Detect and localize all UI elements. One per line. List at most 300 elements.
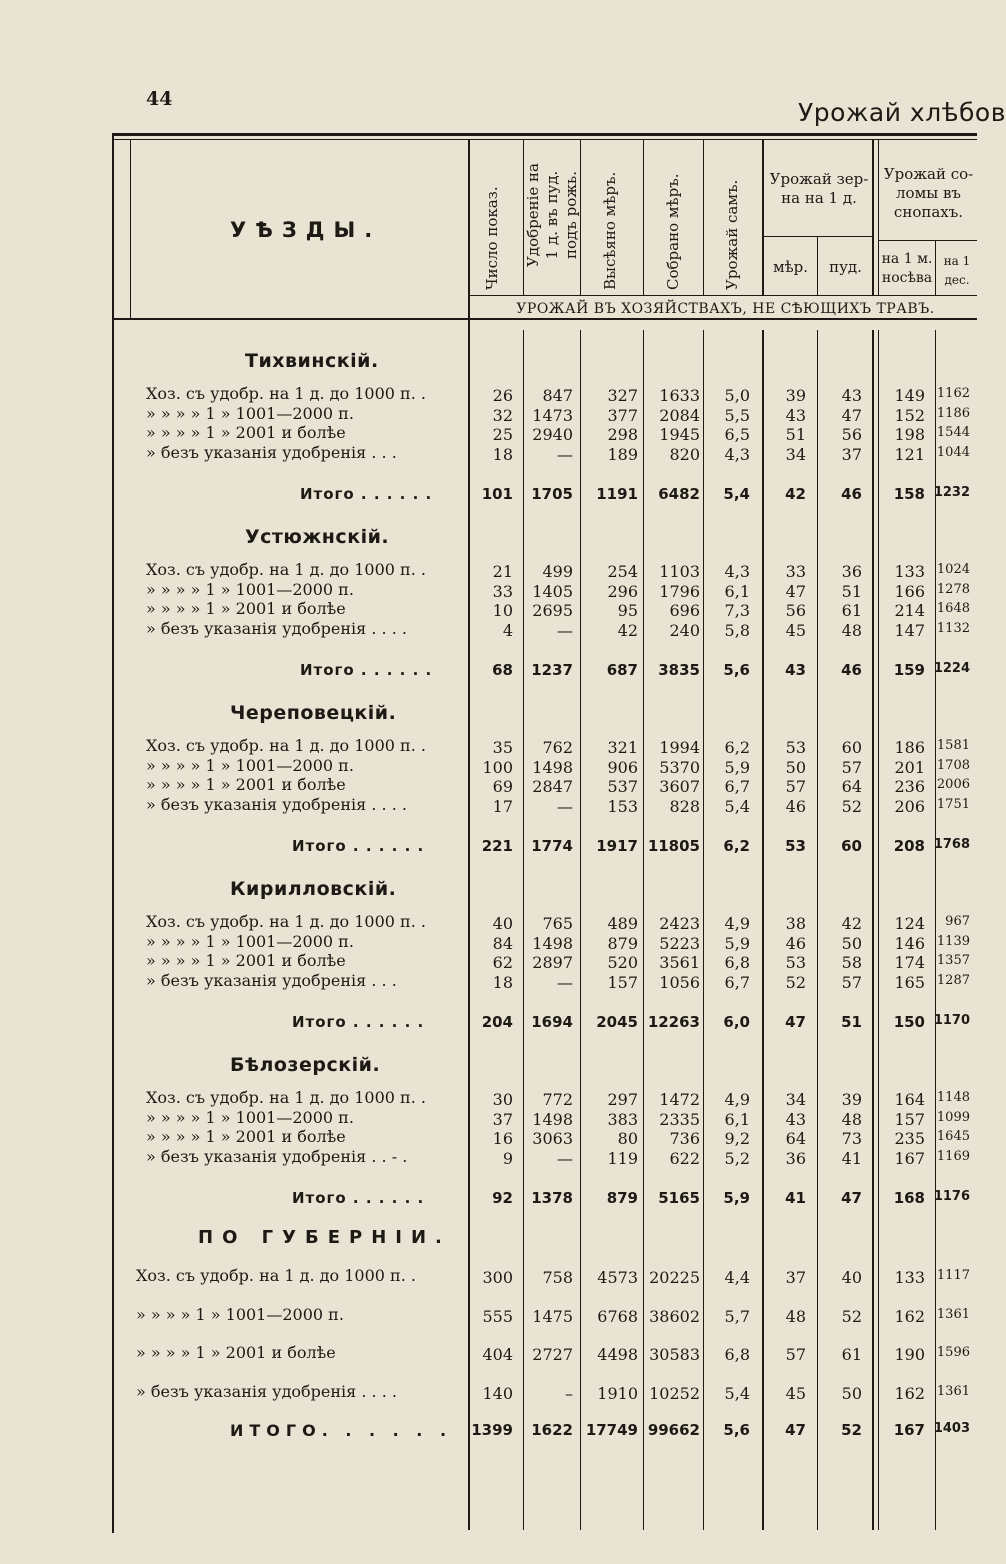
data-row-cell: 47 (841, 405, 862, 425)
total-row-cell: 47 (841, 1189, 862, 1207)
total-row-cell: 879 (606, 1189, 638, 1207)
data-row-cell: 18 (492, 972, 513, 992)
data-row-cell: 50 (785, 757, 806, 777)
row-label: » безъ указанія удобренія . . - . (146, 1146, 408, 1166)
data-row-cell: 377 (607, 405, 638, 425)
total-row-cell: 43 (785, 661, 806, 679)
data-row-cell: 37 (492, 1109, 513, 1129)
guberniya-row-cell: 404 (482, 1345, 513, 1364)
data-row-cell: 62 (492, 953, 513, 972)
data-row-cell: 43 (841, 386, 862, 405)
guberniya-row-cell: 162 (894, 1307, 925, 1326)
data-row-cell: 2897 (532, 953, 573, 972)
guberniya-total-row-cell: 167 (893, 1421, 925, 1439)
data-row-cell: 57 (785, 777, 806, 796)
total-row-cell: 6,0 (723, 1013, 750, 1031)
guberniya-row-cell: 758 (542, 1268, 573, 1287)
page-number: 44 (146, 88, 173, 110)
uezdy-header: УѢЗДЫ. (230, 218, 382, 242)
subheader-rule (468, 295, 977, 296)
data-row-cell: 4,9 (724, 1090, 750, 1109)
data-row-cell: 622 (669, 1148, 700, 1168)
col-header-count: Число показ. (483, 186, 501, 290)
straw-b-header: на 1 дес. (943, 254, 971, 287)
data-row-cell: 5,0 (724, 386, 750, 405)
data-row-cell: 157 (894, 1109, 925, 1129)
col-header-fertilizer: Удобреніе на 1 д. въ пуд. подъ рожь. (524, 163, 580, 267)
data-row-cell: 38 (785, 914, 806, 933)
data-row-cell: 5,9 (724, 933, 750, 953)
data-row-cell: 69 (492, 777, 513, 796)
data-row-cell: 34 (785, 1090, 806, 1109)
data-row-cell: 61 (841, 601, 862, 620)
data-row-cell: 6,1 (724, 581, 750, 601)
data-row-cell: 201 (894, 757, 925, 777)
total-row-cell: 1768 (933, 837, 970, 852)
row-label: » » » » 1 » 2001 и болѣе (146, 775, 346, 794)
data-row-cell: 1994 (659, 738, 700, 757)
data-row-cell: 95 (617, 601, 638, 620)
data-row-cell: 9 (502, 1148, 513, 1168)
data-row-cell: 39 (841, 1090, 862, 1109)
total-row-cell: 1705 (531, 485, 573, 503)
data-row-cell: 64 (785, 1129, 806, 1148)
guberniya-total-row-cell: 17749 (585, 1421, 638, 1439)
total-row-cell: 1232 (933, 485, 970, 500)
row-label: Хоз. съ удобр. на 1 д. до 1000 п. . (146, 1088, 426, 1107)
data-row-cell: 2423 (659, 914, 700, 933)
total-row-cell: 6,2 (723, 837, 750, 855)
data-row-cell: 254 (607, 562, 638, 581)
guberniya-row-cell: 38602 (649, 1307, 700, 1326)
data-row-cell: 1357 (936, 953, 970, 968)
row-label: » » » » 1 » 2001 и болѣе (146, 423, 346, 442)
running-head: Урожай хлѣбов (798, 98, 1006, 127)
data-row-cell: 879 (607, 933, 638, 953)
data-row-cell: 51 (841, 581, 862, 601)
total-row-cell: 150 (893, 1013, 925, 1031)
data-row-cell: 41 (841, 1148, 862, 1168)
data-row-cell: 1169 (936, 1148, 970, 1164)
total-row-cell: 60 (841, 837, 862, 855)
guberniya-row-cell: 2727 (532, 1345, 573, 1364)
data-row-cell: 16 (492, 1129, 513, 1148)
data-row-cell: 847 (542, 386, 573, 405)
data-row-cell: 53 (785, 738, 806, 757)
col-rule (935, 240, 936, 295)
guberniya-row-cell: 1361 (936, 1307, 970, 1322)
data-row-cell: 37 (841, 444, 862, 464)
total-row-cell: 101 (481, 485, 513, 503)
data-row-cell: 1024 (936, 562, 970, 577)
row-label: Хоз. съ удобр. на 1 д. до 1000 п. . (136, 1266, 416, 1285)
straw-subrule (878, 240, 977, 241)
data-row-cell: 17 (492, 796, 513, 816)
data-row-cell: 4,3 (724, 562, 750, 581)
data-row-cell: 5370 (659, 757, 700, 777)
guberniya-row-cell: 190 (894, 1345, 925, 1364)
row-label: » » » » 1 » 2001 и болѣе (146, 951, 346, 970)
row-label: » безъ указанія удобренія . . . (146, 970, 397, 990)
col-header-sown: Высѣяно мѣръ. (601, 171, 619, 290)
data-row-cell: 124 (894, 914, 925, 933)
data-row-cell: 119 (607, 1148, 638, 1168)
row-label: » » » » 1 » 1001—2000 п. (146, 403, 354, 423)
district-name: Тихвинскій. (245, 350, 379, 372)
data-row-cell: 499 (542, 562, 573, 581)
grain-mer-header: мѣр. (772, 258, 809, 276)
data-row-cell: 57 (841, 757, 862, 777)
data-row-cell: 6,7 (724, 777, 750, 796)
total-row-cell: 5,9 (723, 1189, 750, 1207)
row-label: » » » » 1 » 2001 и болѣе (146, 1127, 346, 1146)
data-row-cell: 3607 (659, 777, 700, 796)
total-row-cell: 1694 (531, 1013, 573, 1031)
data-row-cell: 6,7 (724, 972, 750, 992)
total-row-cell: 11805 (647, 837, 700, 855)
total-row-cell: 221 (481, 837, 513, 855)
data-row-cell: — (557, 1148, 573, 1168)
row-label: Хоз. съ удобр. на 1 д. до 1000 п. . (146, 560, 426, 579)
data-row-cell: 297 (607, 1090, 638, 1109)
col-header-collected: Собрано мѣръ. (664, 173, 682, 290)
row-label: » » » » 1 » 1001—2000 п. (136, 1305, 344, 1324)
grain-pud-header: пуд. (829, 258, 862, 276)
data-row-cell: 240 (669, 620, 700, 640)
guberniya-row-cell: 40 (841, 1268, 862, 1287)
data-row-cell: 84 (492, 933, 513, 953)
data-row-cell: 5223 (659, 933, 700, 953)
data-row-cell: 166 (894, 581, 925, 601)
guberniya-total-row-cell: 1399 (471, 1421, 513, 1439)
data-row-cell: 321 (607, 738, 638, 757)
data-row-cell: 167 (894, 1148, 925, 1168)
data-row-cell: 32 (492, 405, 513, 425)
guberniya-row-cell: 61 (841, 1345, 862, 1364)
total-row-cell: 1170 (933, 1013, 970, 1028)
data-row-cell: 26 (492, 386, 513, 405)
data-row-cell: 21 (492, 562, 513, 581)
data-row-cell: 1287 (936, 972, 970, 988)
straw-a-header: на 1 м. носѣва (881, 251, 933, 286)
left-border (112, 133, 114, 1533)
data-row-cell: 46 (785, 796, 806, 816)
total-row-cell: 51 (841, 1013, 862, 1031)
data-row-cell: 30 (492, 1090, 513, 1109)
data-row-cell: 1633 (659, 386, 700, 405)
data-row-cell: 2940 (532, 425, 573, 444)
guberniya-row-cell: 20225 (649, 1268, 700, 1287)
total-row-cell: 1224 (933, 661, 970, 676)
data-row-cell: 10 (492, 601, 513, 620)
data-row-cell: 6,8 (724, 953, 750, 972)
data-row-cell: 43 (785, 1109, 806, 1129)
data-row-cell: 1148 (936, 1090, 970, 1105)
data-row-cell: 58 (841, 953, 862, 972)
data-row-cell: 1044 (936, 444, 970, 460)
district-name: Кирилловскій. (230, 878, 397, 900)
data-row-cell: 47 (785, 581, 806, 601)
total-row-cell: 3835 (658, 661, 700, 679)
data-row-cell: 46 (785, 933, 806, 953)
data-row-cell: 56 (841, 425, 862, 444)
data-row-cell: 57 (841, 972, 862, 992)
data-row-cell: 772 (542, 1090, 573, 1109)
total-label: Итого . . . . . . (300, 485, 433, 503)
data-row-cell: 1498 (532, 757, 573, 777)
data-row-cell: 48 (841, 620, 862, 640)
row-label: » » » » 1 » 2001 и болѣе (136, 1343, 336, 1362)
guberniya-row-cell: 1117 (936, 1268, 970, 1283)
data-row-cell: 1544 (936, 425, 970, 440)
row-label: » » » » 1 » 1001—2000 п. (146, 755, 354, 775)
data-row-cell: 189 (607, 444, 638, 464)
data-row-cell: 1056 (659, 972, 700, 992)
guberniya-row-cell: 300 (482, 1268, 513, 1287)
data-row-cell: 2084 (659, 405, 700, 425)
data-row-cell: 152 (894, 405, 925, 425)
data-row-cell: 537 (607, 777, 638, 796)
row-label: » безъ указанія удобренія . . . . (136, 1382, 397, 1401)
data-row-cell: 40 (492, 914, 513, 933)
total-row-cell: 46 (841, 485, 862, 503)
data-row-cell: 36 (841, 562, 862, 581)
data-row-cell: 146 (894, 933, 925, 953)
data-row-cell: 149 (894, 386, 925, 405)
data-row-cell: 5,5 (724, 405, 750, 425)
data-row-cell: 1498 (532, 933, 573, 953)
total-row-cell: 1191 (596, 485, 638, 503)
data-row-cell: 43 (785, 405, 806, 425)
total-row-cell: 47 (785, 1013, 806, 1031)
data-row-cell: 2335 (659, 1109, 700, 1129)
data-row-cell: 5,2 (724, 1148, 750, 1168)
total-row-cell: 687 (606, 661, 638, 679)
guberniya-total-row-cell: 47 (785, 1421, 806, 1439)
data-row-cell: 34 (785, 444, 806, 464)
total-label: Итого . . . . . . (292, 837, 425, 855)
data-row-cell: 520 (607, 953, 638, 972)
guberniya-row-cell: 48 (785, 1307, 806, 1326)
guberniya-row-cell: – (565, 1384, 573, 1403)
total-row-cell: 6482 (658, 485, 700, 503)
guberniya-total-row-cell: 1403 (933, 1421, 970, 1436)
guberniya-row-cell: 5,7 (724, 1307, 750, 1326)
data-row-cell: 1945 (659, 425, 700, 444)
data-row-cell: 53 (785, 953, 806, 972)
total-row-cell: 158 (893, 485, 925, 503)
data-row-cell: 2695 (532, 601, 573, 620)
guberniya-row-cell: 1596 (936, 1345, 970, 1360)
district-name: Бѣлозерскій. (230, 1054, 381, 1076)
total-row-cell: 204 (481, 1013, 513, 1031)
total-row-cell: 1774 (531, 837, 573, 855)
guberniya-row-cell: 30583 (649, 1345, 700, 1364)
total-row-cell: 42 (785, 485, 806, 503)
row-label: » » » » 1 » 1001—2000 п. (146, 931, 354, 951)
data-row-cell: 1796 (659, 581, 700, 601)
row-label: » безъ указанія удобренія . . . . (146, 794, 407, 814)
guberniya-row-cell: 162 (894, 1384, 925, 1403)
data-row-cell: 133 (894, 562, 925, 581)
row-label: » безъ указанія удобренія . . . (146, 442, 397, 462)
total-row-cell: 5165 (658, 1189, 700, 1207)
data-row-cell: — (557, 796, 573, 816)
guberniya-total-row-cell: 52 (841, 1421, 862, 1439)
row-label: » » » » 1 » 2001 и болѣе (146, 599, 346, 618)
data-row-cell: 6,1 (724, 1109, 750, 1129)
guberniya-row-cell: 57 (785, 1345, 806, 1364)
data-row-cell: 33 (492, 581, 513, 601)
data-row-cell: 206 (894, 796, 925, 816)
grain-group-header: Урожай зер- на на 1 д. (769, 170, 869, 207)
data-row-cell: 5,9 (724, 757, 750, 777)
row-label: » » » » 1 » 1001—2000 п. (146, 579, 354, 599)
data-row-cell: 33 (785, 562, 806, 581)
total-row-cell: 5,6 (723, 661, 750, 679)
data-row-cell: 51 (785, 425, 806, 444)
data-row-cell: 42 (841, 914, 862, 933)
guberniya-row-cell: 1475 (532, 1307, 573, 1326)
guberniya-row-cell: 4498 (597, 1345, 638, 1364)
guberniya-row-cell: 1910 (597, 1384, 638, 1403)
data-row-cell: 186 (894, 738, 925, 757)
data-row-cell: 1581 (936, 738, 970, 753)
total-row-cell: 12263 (647, 1013, 700, 1031)
total-row-cell: 53 (785, 837, 806, 855)
data-row-cell: — (557, 620, 573, 640)
uezdy-inner-rule (130, 140, 131, 318)
guberniya-row-cell: 45 (785, 1384, 806, 1403)
data-row-cell: 4,3 (724, 444, 750, 464)
data-row-cell: 1186 (936, 405, 970, 421)
data-row-cell: 383 (607, 1109, 638, 1129)
guberniya-total-row-cell: 1622 (531, 1421, 573, 1439)
data-row-cell: 6,2 (724, 738, 750, 757)
col-header-yield: Урожай самъ. (723, 179, 741, 290)
data-row-cell: 60 (841, 738, 862, 757)
data-row-cell: 147 (894, 620, 925, 640)
total-row-cell: 5,4 (723, 485, 750, 503)
guberniya-total-row-cell: 99662 (647, 1421, 700, 1439)
guberniya-heading: ПО ГУБЕРНІИ. (198, 1227, 451, 1248)
data-row-cell: 5,4 (724, 796, 750, 816)
data-row-cell: 2006 (936, 777, 970, 792)
header-bottom-rule (112, 318, 977, 320)
data-row-cell: 736 (669, 1129, 700, 1148)
row-label: Хоз. съ удобр. на 1 д. до 1000 п. . (146, 912, 426, 931)
data-row-cell: 1132 (936, 620, 970, 636)
guberniya-row-cell: 140 (482, 1384, 513, 1403)
data-row-cell: 1645 (936, 1129, 970, 1144)
total-row-cell: 168 (893, 1189, 925, 1207)
data-row-cell: 45 (785, 620, 806, 640)
data-row-cell: 25 (492, 425, 513, 444)
row-label: » безъ указанія удобренія . . . . (146, 618, 407, 638)
data-row-cell: 298 (607, 425, 638, 444)
data-row-cell: 906 (607, 757, 638, 777)
data-row-cell: 327 (607, 386, 638, 405)
data-row-cell: 4,9 (724, 914, 750, 933)
data-row-cell: 696 (669, 601, 700, 620)
guberniya-row-cell: 10252 (649, 1384, 700, 1403)
data-row-cell: — (557, 444, 573, 464)
guberniya-row-cell: 555 (482, 1307, 513, 1326)
total-row-cell: 46 (841, 661, 862, 679)
row-label: » » » » 1 » 1001—2000 п. (146, 1107, 354, 1127)
col-rule (817, 236, 818, 295)
data-row-cell: 1472 (659, 1090, 700, 1109)
total-label: Итого . . . . . . (292, 1013, 425, 1031)
data-row-cell: 157 (607, 972, 638, 992)
guberniya-row-cell: 4,4 (724, 1268, 750, 1287)
data-row-cell: 164 (894, 1090, 925, 1109)
guberniya-row-cell: 133 (894, 1268, 925, 1287)
data-row-cell: 1498 (532, 1109, 573, 1129)
data-row-cell: 1162 (936, 386, 970, 401)
data-row-cell: 236 (894, 777, 925, 796)
data-row-cell: 296 (607, 581, 638, 601)
total-row-cell: 2045 (596, 1013, 638, 1031)
data-row-cell: 828 (669, 796, 700, 816)
data-row-cell: 165 (894, 972, 925, 992)
data-row-cell: 2847 (532, 777, 573, 796)
data-row-cell: 820 (669, 444, 700, 464)
row-label: Хоз. съ удобр. на 1 д. до 1000 п. . (146, 736, 426, 755)
top-rule (112, 133, 977, 136)
total-row-cell: 1237 (531, 661, 573, 679)
guberniya-total-row-cell: 5,6 (723, 1421, 750, 1439)
data-row-cell: 9,2 (724, 1129, 750, 1148)
table-subtitle: УРОЖАЙ ВЪ ХОЗЯЙСТВАХЪ, НЕ СѢЮЩИХЪ ТРАВЪ. (516, 301, 935, 317)
total-row-cell: 92 (492, 1189, 513, 1207)
guberniya-row-cell: 52 (841, 1307, 862, 1326)
col-rule (872, 140, 874, 295)
guberniya-row-cell: 6,8 (724, 1345, 750, 1364)
data-row-cell: 198 (894, 425, 925, 444)
data-row-cell: 64 (841, 777, 862, 796)
total-row-cell: 1176 (933, 1189, 970, 1204)
guberniya-row-cell: 50 (841, 1384, 862, 1403)
data-row-cell: 6,5 (724, 425, 750, 444)
data-row-cell: 762 (542, 738, 573, 757)
data-row-cell: 153 (607, 796, 638, 816)
col-rule (703, 140, 704, 295)
data-row-cell: 80 (617, 1129, 638, 1148)
total-row-cell: 1917 (596, 837, 638, 855)
data-row-cell: 967 (945, 914, 970, 929)
data-row-cell: 1708 (936, 757, 970, 773)
data-row-cell: 1099 (936, 1109, 970, 1125)
data-row-cell: 1473 (532, 405, 573, 425)
data-row-cell: 50 (841, 933, 862, 953)
data-row-cell: 18 (492, 444, 513, 464)
data-row-cell: 765 (542, 914, 573, 933)
total-label: Итого . . . . . . (300, 661, 433, 679)
data-row-cell: 35 (492, 738, 513, 757)
data-row-cell: 3561 (659, 953, 700, 972)
data-row-cell: 36 (785, 1148, 806, 1168)
data-row-cell: 5,8 (724, 620, 750, 640)
data-row-cell: 56 (785, 601, 806, 620)
total-row-cell: 68 (492, 661, 513, 679)
data-row-cell: 174 (894, 953, 925, 972)
data-row-cell: 42 (617, 620, 638, 640)
data-row-cell: 1103 (659, 562, 700, 581)
data-row-cell: 235 (894, 1129, 925, 1148)
total-row-cell: 41 (785, 1189, 806, 1207)
data-row-cell: 1648 (936, 601, 970, 616)
